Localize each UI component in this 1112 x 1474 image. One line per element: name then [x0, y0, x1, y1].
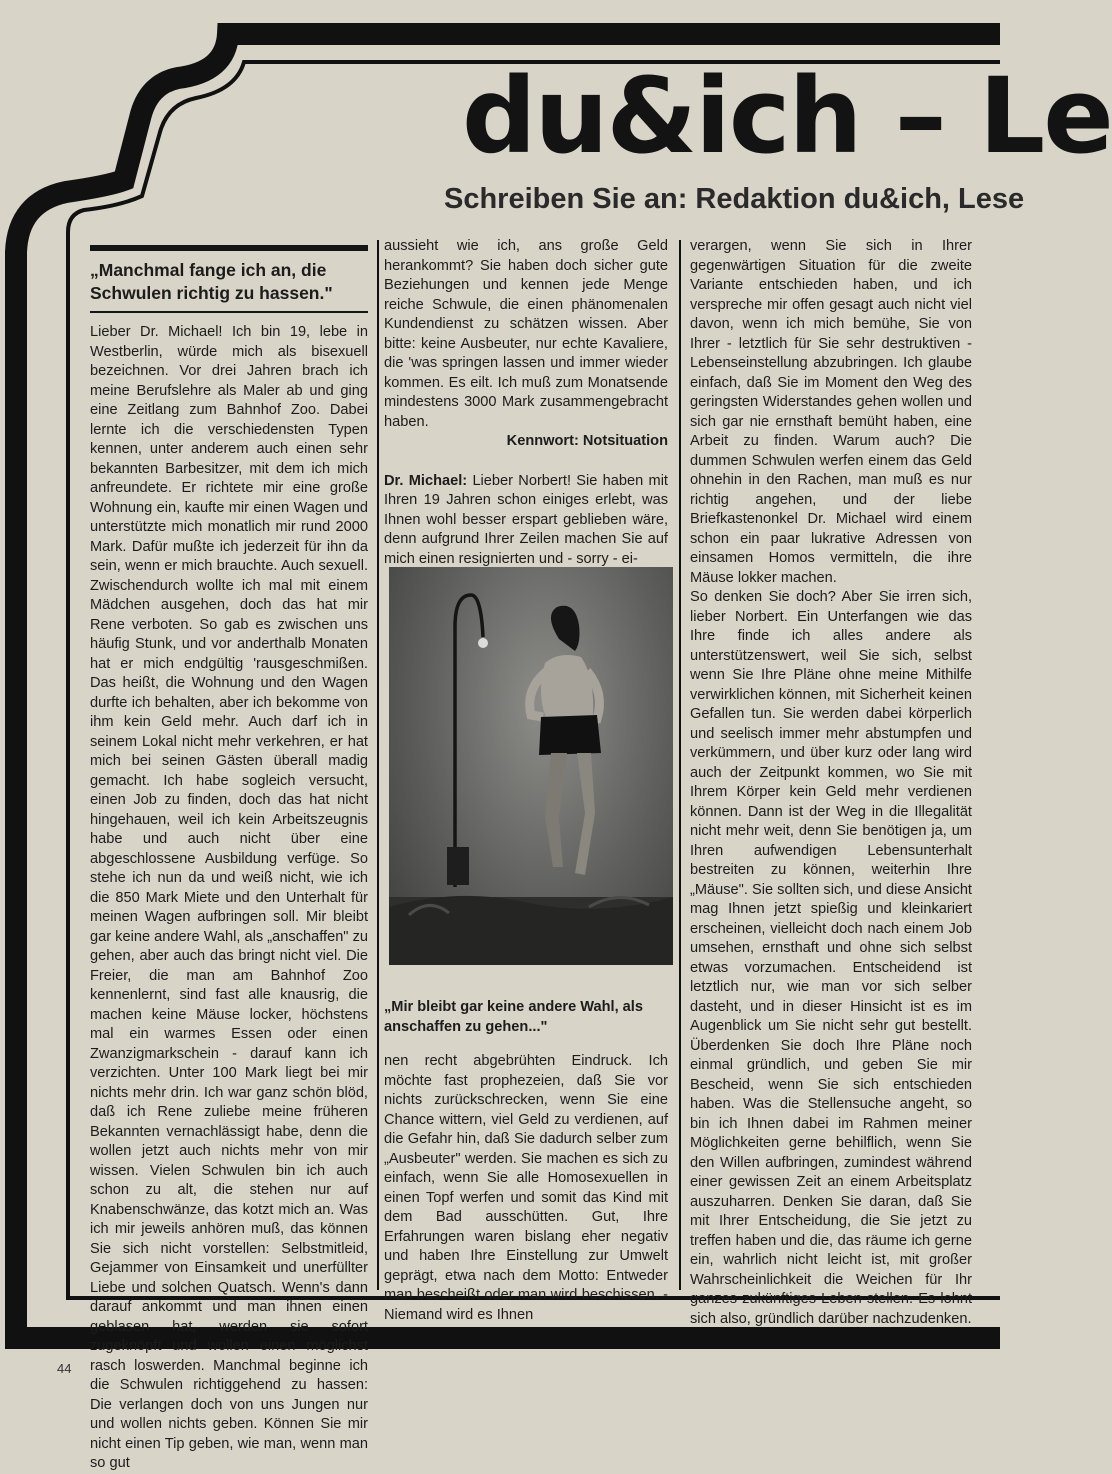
pull-quote: „Manchmal fange ich an, die Schwulen richtig zu hassen."	[90, 260, 333, 303]
page-headline: du&ich – Le	[462, 55, 1112, 177]
pull-quote-rule-bottom	[90, 311, 368, 313]
pull-quote-rule-top	[90, 245, 368, 251]
answer-part-2: nen recht abgebrühten Eindruck. Ich möchte fast prophezeien, daß Sie vor nichts zurückschrecken, wenn Sie eine Chance wittern, viel Geld zu verdienen, auf die Gefahr hin, daß Sie dadurch selber zum „Ausbeuter" werden. Sie machen es sich zu einfach, wenn Sie alle Homosexuellen in einen Topf werfen und somit das Kind mit dem Bad ausschütten. Gut, Ihre Erfahrungen waren bislang eher negativ und haben Ihre Einstellung zur Umwelt geprägt, etwa nach dem Motto: Entweder man bescheißt oder man wird beschissen. - Niemand wird es Ihnen	[384, 1053, 668, 1323]
answer-intro	[384, 472, 668, 570]
answer-part-3b: So denken Sie doch? Aber Sie irren sich, lieber Norbert. Ein Unterfangen wie das Ihre finde ich alles andere als unterstützenswert, weil Sie sich, selbst wenn Sie Ihre Pläne ohne meine Mithilfe verwirklichen können, mit Sicherheit keinen Gefallen tun. Sie werden dabei körperlich und seelisch immer mehr abstumpfen und verkümmern, und über kurz oder lang wird auch der Zeitpunkt kommen, wo Sie mit Ihrem Körper kein Geld mehr verdienen können. Dann ist der Weg in die Illegalität nicht mehr weit, denn Sie benötigen ja, um Ihren aufwendigen Lebensunterhalt bestreiten zu können, weiterhin Ihre „Mäuse". Sie sollten sich, und diese Ansicht mag Ihnen jetzt spießig und kleinkariert erscheinen, vielleicht doch nach einem Job umsehen, ernsthaft und ohne sich selbst etwas vorzumachen. Entscheidend ist letztlich nur, wie man vor sich selber dasteht, und in dieser Hinsicht ist es im Augenblick um Sie nicht sehr gut bestellt. Überdenken Sie doch Ihre Pläne noch einmal gründlich, und geben Sie mir Bescheid, wenn Sie sich entschieden haben. Was die Stellensuche angeht, so bin ich Ihnen dabei im Rahmen meiner Möglichkeiten gerne behilflich, wenn Sie den Willen aufbringen, zumindest während einer gewissen Zeit an einem Arbeitsplatz auszuharren. Denken Sie daran, daß Sie mit Ihrer Entscheidung, die Sie jetzt zu treffen haben und die, das räume ich gerne ein, wahrlich nicht leicht ist, mit großer Wahrscheinlichkeit die Weichen für Ihr ganzes zukünftiges Leben stellen. Es lohnt sich also, gründlich darüber nachzudenken.	[690, 589, 972, 1327]
letter-column	[90, 323, 368, 1471]
letter-continuation-column	[384, 237, 668, 567]
photo-young-man	[389, 567, 673, 965]
answer-column-right	[690, 237, 972, 1327]
letter-continuation: aussieht wie ich, ans große Geld herankommt? Sie haben doch sicher gute Beziehungen und kennen jede Menge reiche Schwule, die einen phänomenalen Kundendienst zu schätzen wissen. Aber bitte: keine Ausbeuter, nur echte Kavaliere, die 'was springen lassen und immer wieder kommen. Es eilt. Ich muß zum Monatsende mindestens 3000 Mark zusammengebracht haben.	[384, 238, 668, 430]
answer-label: Dr. Michael:	[384, 472, 468, 489]
kennwort-line: Kennwort: Notsituation	[506, 433, 668, 449]
page-subheadline: Schreiben Sie an: Redaktion du&ich, Lese	[444, 183, 1025, 215]
answer-part-1: Lieber Norbert! Sie haben mit Ihren 19 Jahren schon einiges erlebt, was Ihnen wohl besser erspart geblieben wäre, denn aufgrund Ihrer Zeilen machen Sie auf mich einen resignierten und - sorry - ei-	[384, 472, 668, 567]
page-number: 44	[57, 1361, 72, 1376]
answer-column-middle	[384, 1052, 668, 1323]
answer-part-3a: verargen, wenn Sie sich in Ihrer gegenwärtigen Situation für die zweite Variante entschieden haben, und ich verspreche mir offen gesagt auch nicht viel davon, wenn ich mich bemühe, Sie von Ihrer - letztlich für Sie sehr destruktiven - Lebenseinstellung abzubringen. Ich glaube einfach, daß Sie im Moment den Weg des geringsten Widerstandes gehen wollen und sich gar nie ernsthaft bemüht haben, eine Arbeit zu finden. Warum auch? Die dummen Schwulen werfen einem das Geld ohnehin in den Rachen, man muß es nur richtig angehen, und der liebe Briefkastenonkel Dr. Michael wird einem schon ein paar lukrative Adressen von einsamen Homos vermitteln, die ihre Mäuse lokker machen.	[690, 238, 972, 586]
letter-text: Lieber Dr. Michael! Ich bin 19, lebe in Westberlin, würde mich als bisexuell bezeichnen. Vor drei Jahren brach ich meine Berufslehre als Maler ab und ging eine Zeitlang zum Bahnhof Zoo. Dabei lernte ich die verschiedensten Typen kennen, unter anderem auch einen sehr bekannten Barbesitzer, mit dem ich mich anfreundete. Er richtete mir eine große Wohnung ein, kaufte mir einen Wagen und unterstützte mich monatlich mir rund 2000 Mark. Dafür mußte ich jederzeit für ihn da sein, wenn er mich brauchte. Auch sexuell. Zwischendurch wollte ich mal mit einem Mädchen ausgehen, doch das hat mir Rene verboten. So gab es zwischen uns häufig Stunk, und vor anderthalb Monaten hat er mich endgültig 'rausgeschmißen. Das heißt, die Wohnung und den Wagen durfte ich behalten, aber ich bekomme von ihm kein Geld mehr. Auch darf ich in seinem Lokal nicht mehr verkehren, er hat mich bei seinen Gästen überall madig gemacht. Ich habe sogleich versucht, einen Job zu finden, doch das hat nicht hingehauen, weil ich kein Arbeitszeugnis habe und auch nicht über eine abgeschlossene Ausbildung verfüge. So stehe ich nun da und weiß nicht, wie ich die 850 Mark Miete und den Unterhalt für meinen Wagen aufbringen soll. Mir bleibt gar keine andere Wahl, als „anschaffen" zu gehen, aber auch das bringt nicht viel. Die Freier, die man am Bahnhof Zoo kennenlernt, sind fast alle knausrig, die machen keine Mäuse locker, höchstens mal ein warmes Essen oder einen Zwanzigmarkschein - darauf kann ich verzichten. Unter 100 Mark liegt bei mir nichts mehr drin. Ich war ganz schön blöd, daß ich Rene zuliebe meine früheren Bekannten vernachlässigt habe, denn die wollen jetzt auch nichts mehr von mir wissen. Vielen Schwulen bin ich auch schon zu alt, die stehen nur auf Knabenschwänze, das kotzt mich an. Was ich mir jeweils anhören muß, das können Sie sich nicht vorstellen: Selbstmitleid, Gejammer von Einsamkeit und unerfüllter Liebe und solchen Quatsch. Wenn's dann darauf ankommt und man ihnen einen geblasen hat, werden sie sofort zugeknöpft und wollen einen möglichst rasch loswerden. Manchmal beginne ich die Schwulen richtiggehend zu hassen: Die verlangen doch von uns Jungen nur und wollen nichts geben. Können Sie mir nicht einen Tip geben, wie man, wenn man so gut	[90, 324, 368, 1471]
photo-caption: „Mir bleibt gar keine andere Wahl, als anschaffen zu gehen..."	[384, 999, 643, 1035]
